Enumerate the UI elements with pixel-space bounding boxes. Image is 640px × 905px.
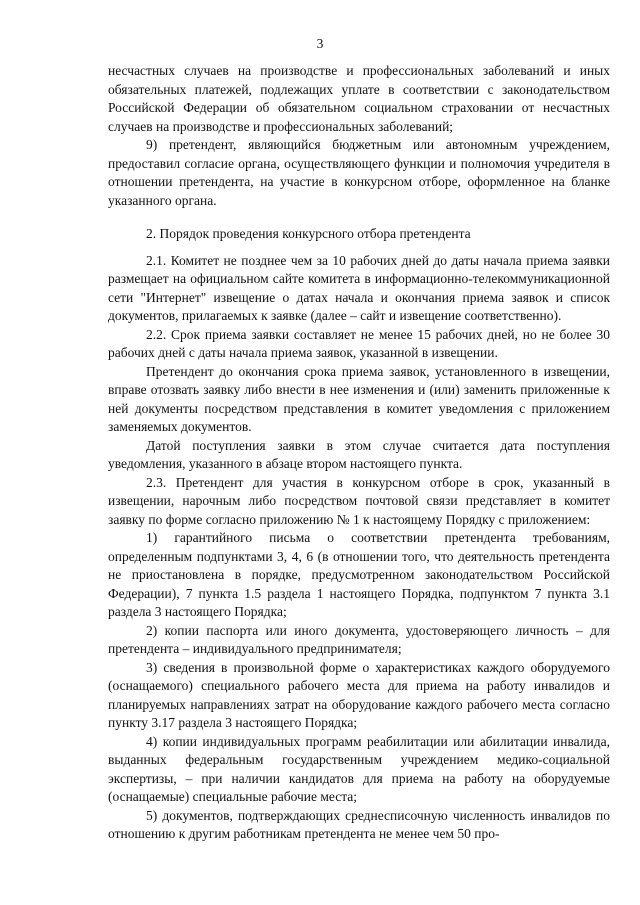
paragraph-withdrawal: Претендент до окончания срока приема заявок, установленного в извещении, вправе отозвать заявку либо внести в нее изменения и (или) заменить приложенные к ней документы посредством представления в комитет уведомления с приложением заменяемых документов. <box>108 363 610 434</box>
list-item-5: 5) документов, подтверждающих среднесписочную численность инвалидов по отношению к другим работникам претендента не менее чем 50 про- <box>108 807 610 841</box>
list-item-2: 2) копии паспорта или иного документа, удостоверяющего личность – для претендента – индивидуального предпринимателя; <box>108 622 610 656</box>
list-item-3: 3) сведения в произвольной форме о характеристиках каждого оборудуемого (оснащаемого) специального рабочего места для приема на работу инвалидов и планируемых направлениях затрат на оборудование каждого рабочего места согласно пункту 3.17 раздела 3 настоящего Порядка; <box>108 659 610 730</box>
list-item-1: 1) гарантийного письма о соответствии претендента требованиям, определенным подпунктами 3, 4, 6 (в отношении того, что деятельность претендента не приостановлена в порядке, предусмотренном законодательством Российской Федерации), 7 пункта 1.5 раздела 1 настоящего Порядка, подпунктом 7 пункта 3.1 раздела 3 настоящего Порядка; <box>108 530 610 619</box>
paragraph-receipt-date: Датой поступления заявки в этом случае считается дата поступления уведомления, указанного в абзаце втором настоящего пункта. <box>108 437 610 471</box>
document-body <box>108 62 610 844</box>
page-number: 3 <box>316 36 324 51</box>
list-item-4: 4) копии индивидуальных программ реабилитации или абилитации инвалида, выданных федеральным государственным учреждением медико-социальной экспертизы, – при наличии кандидатов для приема на работу на оборудуемые (оснащаемые) специальные рабочие места; <box>108 733 610 804</box>
paragraph-2-1: 2.1. Комитет не позднее чем за 10 рабочих дней до даты начала приема заявки размещает на официальном сайте комитета в информационно-телекоммуникационной сети "Интернет" извещение о датах начала и окончания приема заявок и список документов, прилагаемых к заявке (далее – сайт и извещение соответственно). <box>108 252 610 323</box>
paragraph-continuation: несчастных случаев на производстве и профессиональных заболеваний и иных обязательных платежей, подлежащих уплате в соответствии с законодательством Российской Федерации об обязательном социальном страховании от несчастных случаев на производстве и профессиональных заболеваний; <box>108 63 610 134</box>
section-heading: 2. Порядок проведения конкурсного отбора претендента <box>146 226 471 241</box>
paragraph-2-2: 2.2. Срок приема заявки составляет не менее 15 рабочих дней, но не более 30 рабочих дней с даты начала приема заявок, указанной в извещении. <box>108 326 610 360</box>
paragraph-2-3: 2.3. Претендент для участия в конкурсном отборе в срок, указанный в извещении, нарочным либо посредством почтовой связи представляет в комитет заявку по форме согласно приложению № 1 к настоящему Порядку с приложением: <box>108 474 610 527</box>
paragraph-item-9: 9) претендент, являющийся бюджетным или автономным учреждением, предоставил согласие органа, осуществляющего функции и полномочия учредителя в отношении претендента, на участие в конкурсном отборе, оформленное на бланке указанного органа. <box>108 137 610 208</box>
